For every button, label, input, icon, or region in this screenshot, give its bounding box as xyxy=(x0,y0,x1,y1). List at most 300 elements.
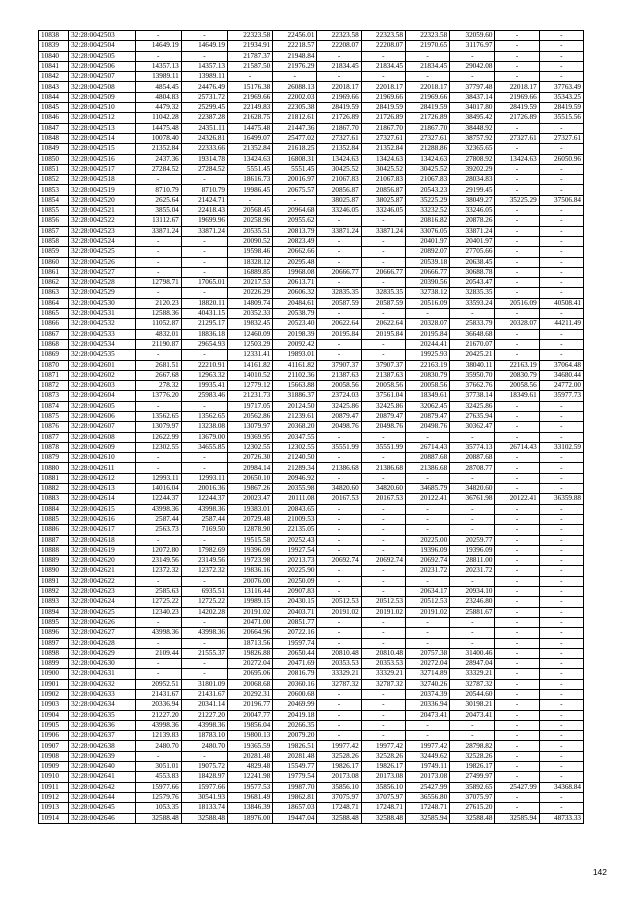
value-cell: 20111.08 xyxy=(273,494,317,504)
value-cell: - xyxy=(135,463,181,473)
value-cell: - xyxy=(361,731,405,741)
table-row xyxy=(39,525,584,535)
row-number-cell: 10880 xyxy=(39,463,69,473)
value-cell: 20887.68 xyxy=(450,453,495,463)
value-cell: 14202.28 xyxy=(181,607,227,617)
cadastral-number-cell: 32:28:0042527 xyxy=(69,267,135,277)
value-cell: - xyxy=(495,123,539,133)
cadastral-number-cell: 32:28:0042606 xyxy=(69,411,135,421)
value-cell: 12503.29 xyxy=(228,339,273,349)
value-cell: - xyxy=(317,587,361,597)
value-cell: - xyxy=(495,185,539,195)
value-cell: 2587.44 xyxy=(181,514,227,524)
value-cell: - xyxy=(539,226,583,236)
value-cell: - xyxy=(495,669,539,679)
value-cell: 26050.96 xyxy=(539,154,583,164)
value-cell: 25983.46 xyxy=(181,391,227,401)
value-cell: - xyxy=(405,720,449,730)
value-cell: 34368.84 xyxy=(539,782,583,792)
value-cell: 20538.79 xyxy=(273,309,317,319)
value-cell: - xyxy=(495,453,539,463)
row-number-cell: 10863 xyxy=(39,288,69,298)
value-cell: - xyxy=(181,257,227,267)
value-cell: 29654.93 xyxy=(181,339,227,349)
value-cell: 18349.61 xyxy=(495,391,539,401)
value-cell: 12139.83 xyxy=(135,731,181,741)
row-number-cell: 10845 xyxy=(39,103,69,113)
value-cell: 17248.71 xyxy=(361,803,405,813)
cadastral-number-cell: 32:28:0042609 xyxy=(69,442,135,452)
value-cell: 13562.65 xyxy=(135,411,181,421)
value-cell: - xyxy=(181,463,227,473)
row-number-cell: 10911 xyxy=(39,782,69,792)
value-cell: 12725.22 xyxy=(181,597,227,607)
value-cell: - xyxy=(539,803,583,813)
row-number-cell: 10894 xyxy=(39,607,69,617)
value-cell: 18820.11 xyxy=(181,298,227,308)
value-cell: 20539.18 xyxy=(405,257,449,267)
cadastral-number-cell: 32:28:0042526 xyxy=(69,257,135,267)
value-cell: 21231.73 xyxy=(228,391,273,401)
value-cell: 21447.36 xyxy=(273,123,317,133)
value-cell: 30688.78 xyxy=(450,267,495,277)
value-cell: 4832.01 xyxy=(135,329,181,339)
value-cell: 21948.84 xyxy=(273,51,317,61)
value-cell: - xyxy=(135,453,181,463)
value-cell: 20225.00 xyxy=(405,535,449,545)
row-number-cell: 10875 xyxy=(39,411,69,421)
table-row xyxy=(39,762,584,772)
value-cell: - xyxy=(495,617,539,627)
value-cell: 21976.29 xyxy=(273,61,317,71)
value-cell: - xyxy=(317,545,361,555)
value-cell: 20252.43 xyxy=(273,535,317,545)
table-row xyxy=(39,41,584,51)
value-cell: 20830.79 xyxy=(405,370,449,380)
value-cell: - xyxy=(135,175,181,185)
value-cell: 20173.08 xyxy=(317,772,361,782)
row-number-cell: 10878 xyxy=(39,442,69,452)
value-cell: 20266.35 xyxy=(273,720,317,730)
cadastral-number-cell: 32:28:0042521 xyxy=(69,206,135,216)
value-cell: 20666.77 xyxy=(405,267,449,277)
value-cell: - xyxy=(317,731,361,741)
value-cell: 21587.50 xyxy=(228,61,273,71)
row-number-cell: 10914 xyxy=(39,813,69,823)
value-cell: 17065.01 xyxy=(181,278,227,288)
value-cell: - xyxy=(539,628,583,638)
value-cell: 21227.20 xyxy=(135,710,181,720)
value-cell: 13424.63 xyxy=(361,154,405,164)
value-cell: - xyxy=(539,164,583,174)
value-cell: 278.32 xyxy=(135,381,181,391)
value-cell: 21431.67 xyxy=(135,690,181,700)
value-cell: - xyxy=(317,690,361,700)
value-cell: 19369.95 xyxy=(228,432,273,442)
value-cell: 27635.94 xyxy=(450,411,495,421)
value-cell: - xyxy=(317,628,361,638)
table-row xyxy=(39,51,584,61)
cadastral-number-cell: 32:28:0042516 xyxy=(69,154,135,164)
value-cell: 20613.71 xyxy=(273,278,317,288)
value-cell: - xyxy=(405,432,449,442)
value-cell: 23149.56 xyxy=(135,556,181,566)
value-cell: 18616.73 xyxy=(228,175,273,185)
value-cell: - xyxy=(317,535,361,545)
cadastral-number-cell: 32:28:0042613 xyxy=(69,484,135,494)
value-cell: 20195.84 xyxy=(405,329,449,339)
value-cell: - xyxy=(495,741,539,751)
value-cell: 21834.45 xyxy=(361,61,405,71)
row-number-cell: 10846 xyxy=(39,113,69,123)
value-cell: - xyxy=(361,576,405,586)
value-cell: 19977.42 xyxy=(317,741,361,751)
value-cell: 20544.60 xyxy=(450,690,495,700)
table-row xyxy=(39,61,584,71)
cadastral-number-cell: 32:28:0042602 xyxy=(69,370,135,380)
row-number-cell: 10840 xyxy=(39,51,69,61)
table-row xyxy=(39,648,584,658)
cadastral-number-cell: 32:28:0042509 xyxy=(69,92,135,102)
table-row xyxy=(39,535,584,545)
value-cell: 35856.10 xyxy=(361,782,405,792)
row-number-cell: 10906 xyxy=(39,731,69,741)
value-cell: 32835.35 xyxy=(450,288,495,298)
cadastral-number-cell: 32:28:0042518 xyxy=(69,175,135,185)
value-cell: - xyxy=(495,339,539,349)
value-cell: - xyxy=(273,72,317,82)
table-row xyxy=(39,401,584,411)
value-cell: - xyxy=(450,72,495,82)
value-cell: 20587.59 xyxy=(361,298,405,308)
value-cell: - xyxy=(539,710,583,720)
value-cell: 20090.52 xyxy=(228,236,273,246)
row-number-cell: 10885 xyxy=(39,514,69,524)
value-cell: 37907.37 xyxy=(361,360,405,370)
table-row xyxy=(39,154,584,164)
value-cell: - xyxy=(181,535,227,545)
row-number-cell: 10873 xyxy=(39,391,69,401)
value-cell: 19867.26 xyxy=(228,484,273,494)
value-cell: 21067.83 xyxy=(405,175,449,185)
value-cell: 17248.71 xyxy=(405,803,449,813)
value-cell: 20225.90 xyxy=(273,566,317,576)
value-cell: 17982.69 xyxy=(181,545,227,555)
value-cell: 12725.22 xyxy=(135,597,181,607)
value-cell: - xyxy=(495,206,539,216)
value-cell: - xyxy=(539,556,583,566)
value-cell: 33871.24 xyxy=(450,226,495,236)
value-cell: 20879.47 xyxy=(361,411,405,421)
row-number-cell: 10908 xyxy=(39,751,69,761)
value-cell: 27327.61 xyxy=(361,133,405,143)
row-number-cell: 10888 xyxy=(39,545,69,555)
value-cell: 15663.88 xyxy=(273,381,317,391)
cadastral-number-cell: 32:28:0042514 xyxy=(69,133,135,143)
value-cell: - xyxy=(539,597,583,607)
value-cell: 19779.54 xyxy=(273,772,317,782)
value-cell: - xyxy=(495,525,539,535)
value-cell: 20516.09 xyxy=(495,298,539,308)
value-cell: 34017.80 xyxy=(450,103,495,113)
value-cell: 21240.50 xyxy=(273,453,317,463)
row-number-cell: 10881 xyxy=(39,473,69,483)
table-row xyxy=(39,690,584,700)
table-row xyxy=(39,195,584,205)
value-cell: 19800.13 xyxy=(228,731,273,741)
value-cell: 12340.23 xyxy=(135,607,181,617)
value-cell: 32740.26 xyxy=(405,679,449,689)
value-cell: 22305.38 xyxy=(273,103,317,113)
value-cell: - xyxy=(135,236,181,246)
value-cell: - xyxy=(539,206,583,216)
value-cell: - xyxy=(495,72,539,82)
value-cell: 21834.45 xyxy=(317,61,361,71)
value-cell: 18428.97 xyxy=(181,772,227,782)
value-cell: 37662.76 xyxy=(450,381,495,391)
value-cell: - xyxy=(181,751,227,761)
value-cell: - xyxy=(181,453,227,463)
value-cell: 20729.48 xyxy=(228,514,273,524)
value-cell: 23724.03 xyxy=(317,391,361,401)
value-cell: 31801.09 xyxy=(181,679,227,689)
value-cell: 33102.59 xyxy=(539,442,583,452)
value-cell: - xyxy=(317,51,361,61)
row-number-cell: 10858 xyxy=(39,236,69,246)
value-cell: 20124.50 xyxy=(273,401,317,411)
value-cell: - xyxy=(450,731,495,741)
value-cell: - xyxy=(405,617,449,627)
value-cell: 20401.97 xyxy=(405,236,449,246)
value-cell: 19925.93 xyxy=(405,350,449,360)
value-cell: 14010.52 xyxy=(228,370,273,380)
value-cell: - xyxy=(539,432,583,442)
value-cell: 19836.16 xyxy=(228,566,273,576)
value-cell: 20600.68 xyxy=(273,690,317,700)
value-cell: 4854.45 xyxy=(135,82,181,92)
value-cell: 20047.77 xyxy=(228,710,273,720)
value-cell: 21227.20 xyxy=(181,710,227,720)
value-cell: 19396.09 xyxy=(228,545,273,555)
value-cell: 21067.83 xyxy=(317,175,361,185)
value-cell: 32528.26 xyxy=(317,751,361,761)
cadastral-number-cell: 32:28:0042621 xyxy=(69,566,135,576)
value-cell: 13116.44 xyxy=(228,587,273,597)
value-cell: 20217.53 xyxy=(228,278,273,288)
value-cell: 20368.20 xyxy=(273,422,317,432)
cadastral-number-cell: 32:28:0042619 xyxy=(69,545,135,555)
value-cell: 3855.04 xyxy=(135,206,181,216)
table-row xyxy=(39,298,584,308)
value-cell: 21834.45 xyxy=(405,61,449,71)
value-cell: 2480.70 xyxy=(135,741,181,751)
value-cell: 33246.05 xyxy=(317,206,361,216)
value-cell: - xyxy=(450,720,495,730)
cadastral-number-cell: 32:28:0042615 xyxy=(69,504,135,514)
value-cell: 19597.74 xyxy=(273,638,317,648)
value-cell: 29042.08 xyxy=(450,61,495,71)
table-row xyxy=(39,720,584,730)
table-row xyxy=(39,700,584,710)
table-row xyxy=(39,710,584,720)
value-cell: - xyxy=(135,535,181,545)
cadastral-number-cell: 32:28:0042618 xyxy=(69,535,135,545)
value-cell: 43998.36 xyxy=(135,720,181,730)
cadastral-number-cell: 32:28:0042633 xyxy=(69,690,135,700)
value-cell: - xyxy=(495,216,539,226)
value-cell: 30541.93 xyxy=(181,792,227,802)
value-cell: - xyxy=(495,648,539,658)
value-cell: 37763.49 xyxy=(539,82,583,92)
value-cell: 21969.66 xyxy=(228,92,273,102)
value-cell: 22018.17 xyxy=(495,82,539,92)
value-cell: 12579.76 xyxy=(135,792,181,802)
value-cell: 28419.59 xyxy=(539,103,583,113)
value-cell: 20662.66 xyxy=(273,247,317,257)
value-cell: 2480.70 xyxy=(181,741,227,751)
value-cell: 2120.23 xyxy=(135,298,181,308)
value-cell: 38025.87 xyxy=(317,195,361,205)
row-number-cell: 10912 xyxy=(39,792,69,802)
row-number-cell: 10850 xyxy=(39,154,69,164)
value-cell: - xyxy=(539,566,583,576)
table-row xyxy=(39,123,584,133)
value-cell: 18133.74 xyxy=(181,803,227,813)
value-cell: 40508.41 xyxy=(539,298,583,308)
value-cell: 14649.19 xyxy=(181,41,227,51)
value-cell: - xyxy=(495,175,539,185)
value-cell: - xyxy=(317,473,361,483)
value-cell: 33871.24 xyxy=(135,226,181,236)
value-cell: 20952.51 xyxy=(135,679,181,689)
value-cell: 32588.48 xyxy=(181,813,227,823)
row-number-cell: 10882 xyxy=(39,484,69,494)
value-cell: 32059.60 xyxy=(450,31,495,41)
value-cell: 20016.36 xyxy=(181,484,227,494)
value-cell: 20016.97 xyxy=(273,175,317,185)
value-cell: 19723.98 xyxy=(228,556,273,566)
value-cell: 38757.92 xyxy=(450,133,495,143)
value-cell: 28708.77 xyxy=(450,463,495,473)
value-cell: 20484.61 xyxy=(273,298,317,308)
value-cell: - xyxy=(405,638,449,648)
value-cell: 14475.48 xyxy=(135,123,181,133)
value-cell: 20523.40 xyxy=(273,319,317,329)
value-cell: 19447.04 xyxy=(273,813,317,823)
value-cell: - xyxy=(405,525,449,535)
row-number-cell: 10907 xyxy=(39,741,69,751)
value-cell: - xyxy=(317,504,361,514)
value-cell: - xyxy=(317,566,361,576)
value-cell: - xyxy=(450,576,495,586)
value-cell: 28947.04 xyxy=(450,659,495,669)
value-cell: 5551.45 xyxy=(228,164,273,174)
value-cell: - xyxy=(495,556,539,566)
value-cell: 20879.47 xyxy=(317,411,361,421)
cadastral-number-cell: 32:28:0042626 xyxy=(69,617,135,627)
value-cell: 35515.56 xyxy=(539,113,583,123)
value-cell: 22018.17 xyxy=(317,82,361,92)
value-cell: 2585.63 xyxy=(135,587,181,597)
value-cell: 21555.37 xyxy=(181,648,227,658)
value-cell: 43998.36 xyxy=(181,720,227,730)
value-cell: 31176.97 xyxy=(450,41,495,51)
value-cell: 21970.65 xyxy=(405,41,449,51)
value-cell: - xyxy=(405,576,449,586)
value-cell: - xyxy=(495,473,539,483)
cadastral-number-cell: 32:28:0042525 xyxy=(69,247,135,257)
value-cell: 22218.57 xyxy=(273,41,317,51)
value-cell: 19515.58 xyxy=(228,535,273,545)
value-cell: 20516.09 xyxy=(405,298,449,308)
value-cell: 13562.65 xyxy=(181,411,227,421)
value-cell: 20272.04 xyxy=(405,659,449,669)
value-cell: - xyxy=(361,473,405,483)
value-cell: 20336.94 xyxy=(405,700,449,710)
value-cell: 20173.08 xyxy=(405,772,449,782)
value-cell: 20907.83 xyxy=(273,587,317,597)
value-cell: 20535.51 xyxy=(228,226,273,236)
value-cell: - xyxy=(539,638,583,648)
value-cell: - xyxy=(495,41,539,51)
value-cell: - xyxy=(495,762,539,772)
value-cell: 33246.05 xyxy=(450,206,495,216)
value-cell: 22018.17 xyxy=(361,82,405,92)
cadastral-number-cell: 32:28:0042532 xyxy=(69,319,135,329)
value-cell: - xyxy=(539,484,583,494)
row-number-cell: 10893 xyxy=(39,597,69,607)
table-row xyxy=(39,442,584,452)
value-cell: 15977.66 xyxy=(181,782,227,792)
value-cell: - xyxy=(539,679,583,689)
value-cell: 19365.59 xyxy=(228,741,273,751)
value-cell: - xyxy=(135,51,181,61)
cadastral-number-cell: 32:28:0042640 xyxy=(69,762,135,772)
row-number-cell: 10902 xyxy=(39,690,69,700)
table-row xyxy=(39,803,584,813)
value-cell: 35343.25 xyxy=(539,92,583,102)
value-cell: 21670.07 xyxy=(450,339,495,349)
value-cell: 22208.07 xyxy=(317,41,361,51)
table-row xyxy=(39,257,584,267)
value-cell: - xyxy=(495,792,539,802)
value-cell: - xyxy=(539,278,583,288)
value-cell: 33329.21 xyxy=(450,669,495,679)
value-cell: 19826.17 xyxy=(450,762,495,772)
cadastral-number-cell: 32:28:0042510 xyxy=(69,103,135,113)
table-row xyxy=(39,484,584,494)
value-cell: 18836.18 xyxy=(181,329,227,339)
value-cell: 30425.52 xyxy=(317,164,361,174)
value-cell: 16499.07 xyxy=(228,133,273,143)
value-cell: 20360.16 xyxy=(273,679,317,689)
value-cell: - xyxy=(539,525,583,535)
value-cell: 19075.72 xyxy=(181,762,227,772)
table-row xyxy=(39,545,584,555)
value-cell: - xyxy=(361,257,405,267)
value-cell: 27327.61 xyxy=(539,133,583,143)
value-cell: - xyxy=(361,247,405,257)
table-row xyxy=(39,206,584,216)
value-cell: - xyxy=(450,504,495,514)
value-cell: 28419.59 xyxy=(361,103,405,113)
value-cell: 21289.34 xyxy=(273,463,317,473)
table-body xyxy=(39,31,584,824)
value-cell: 21969.66 xyxy=(405,92,449,102)
value-cell: - xyxy=(539,617,583,627)
table-row xyxy=(39,813,584,823)
value-cell: 2587.44 xyxy=(135,514,181,524)
